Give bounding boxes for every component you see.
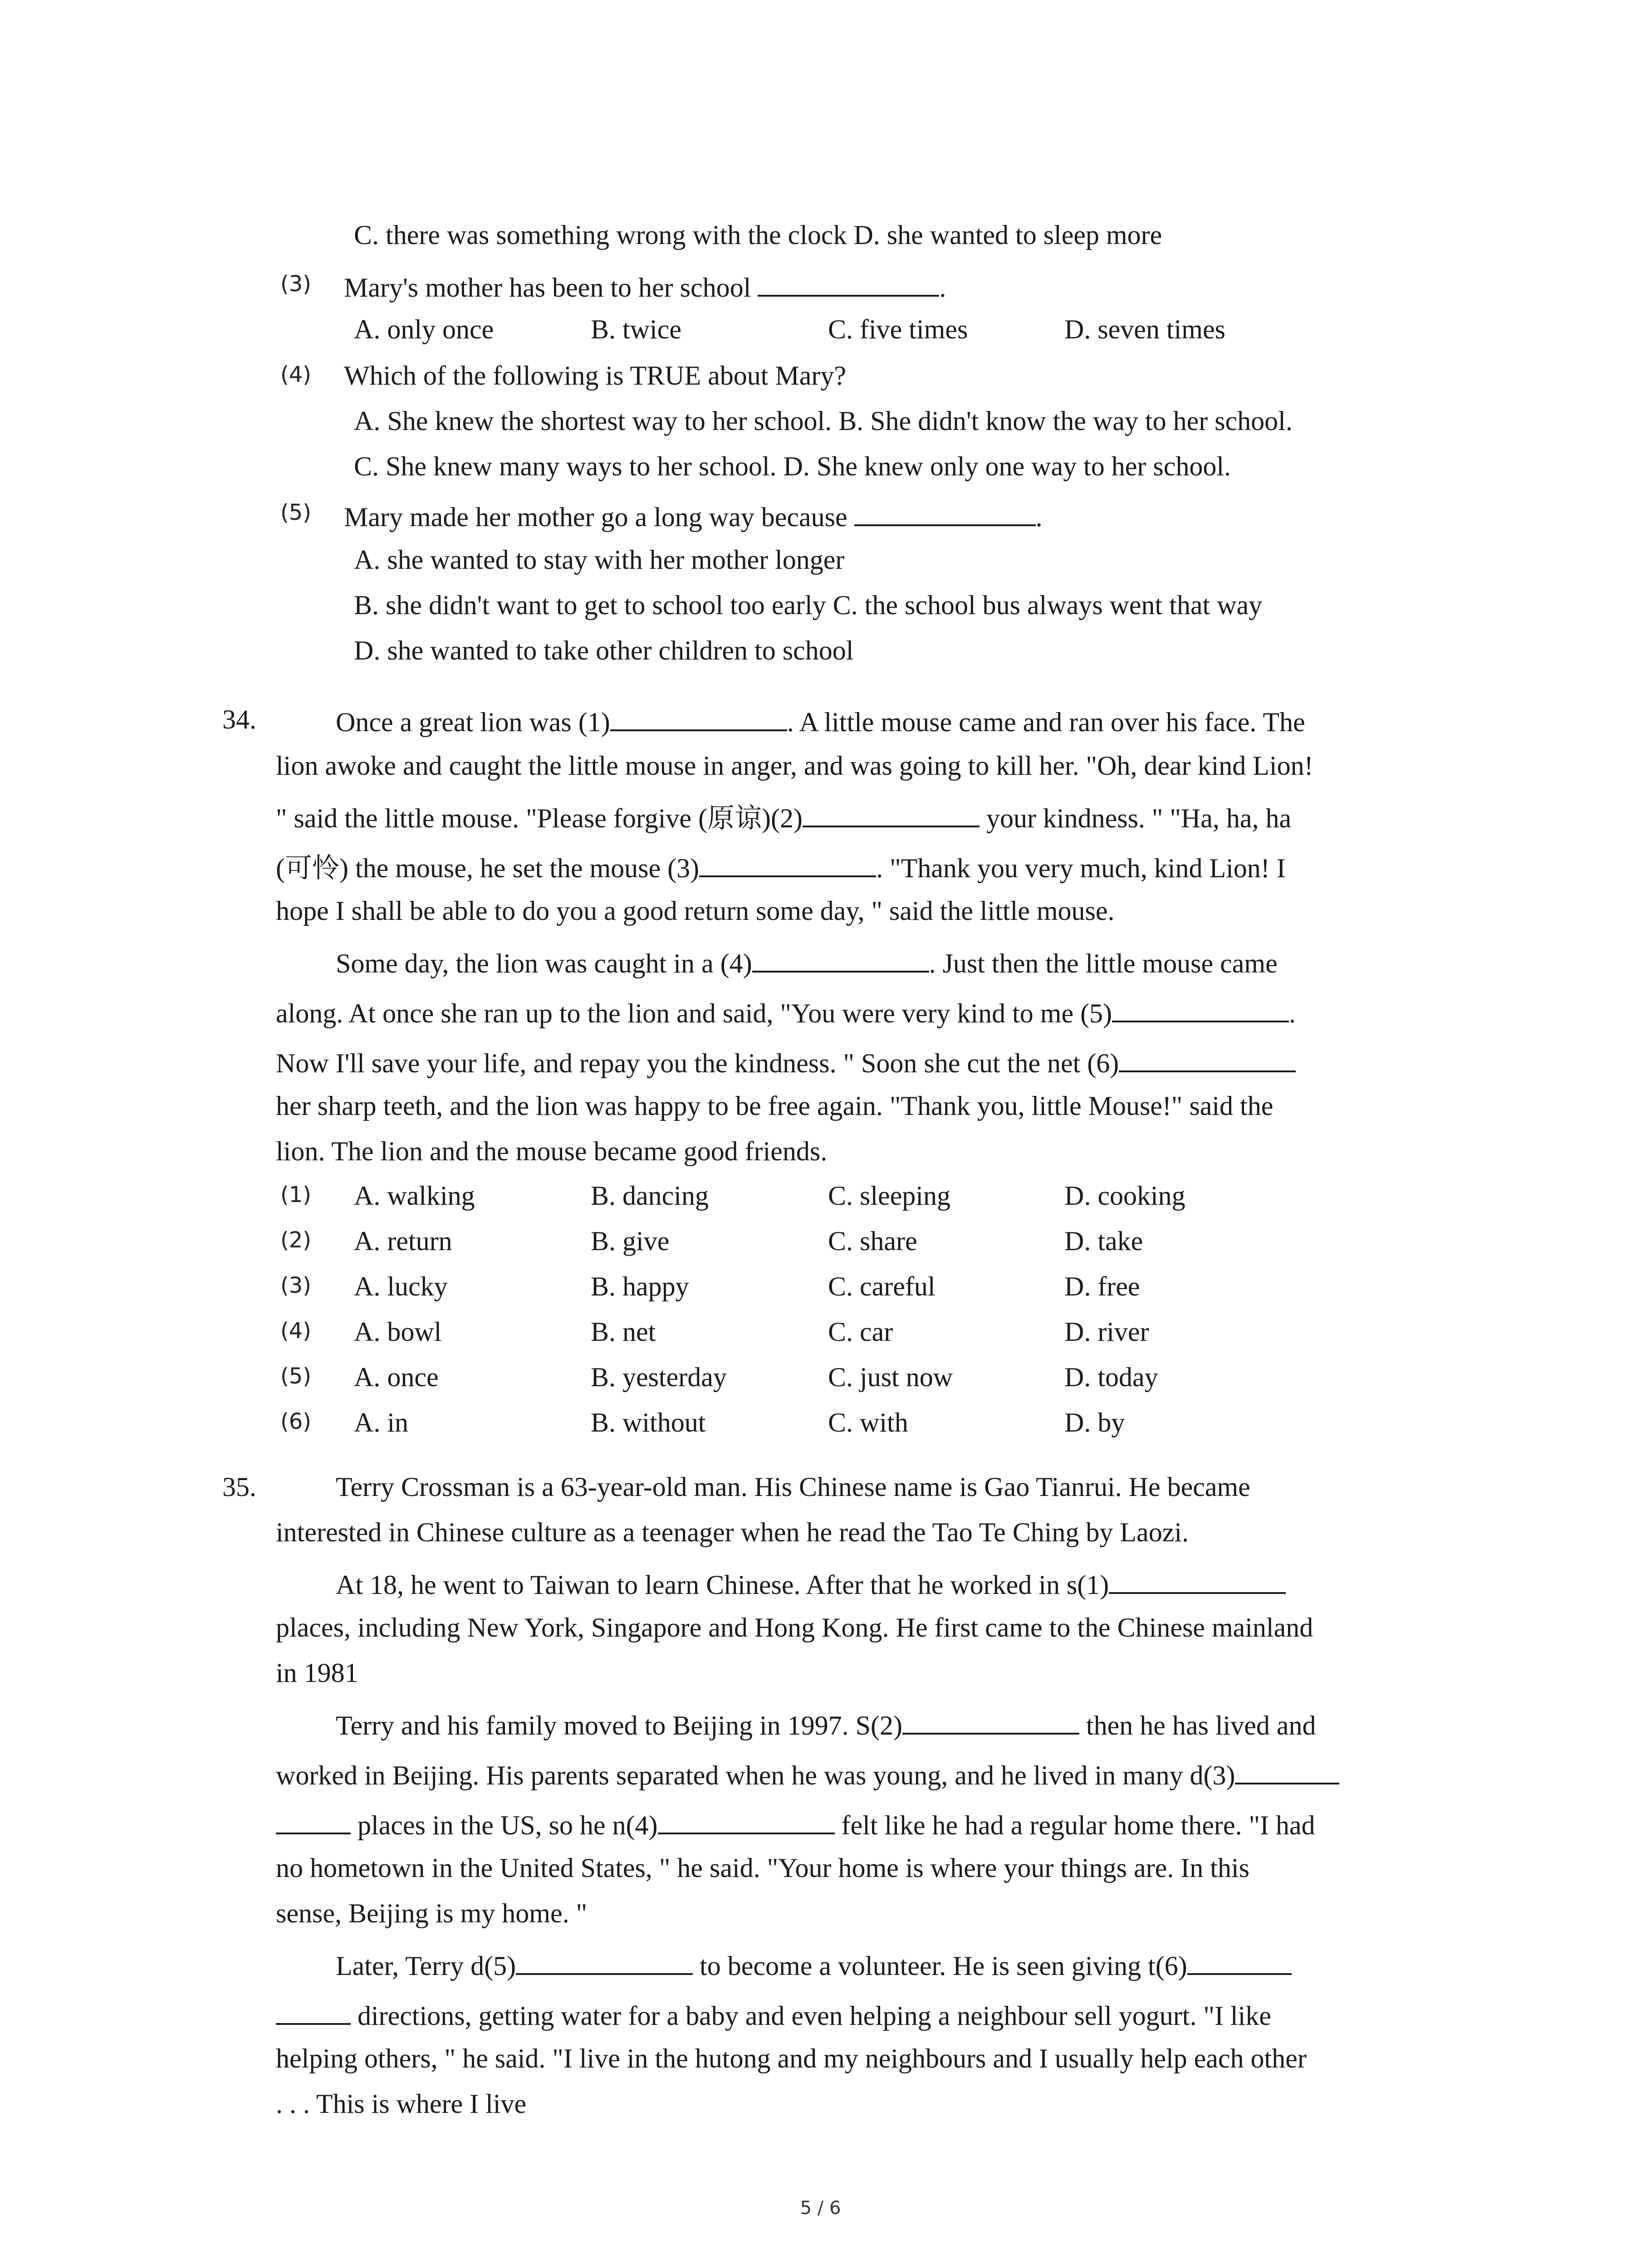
q34-option-number: (4) bbox=[280, 1318, 311, 1344]
q33-sub3-option-d: D. seven times bbox=[1064, 314, 1225, 344]
q34-option-c: C. careful bbox=[828, 1271, 936, 1301]
q35-line-1: Terry Crossman is a 63-year-old man. His Chinese name is Gao Tianrui. He became bbox=[336, 1472, 1250, 1502]
q34-option-number: (3) bbox=[280, 1273, 311, 1298]
q34-option-d: D. river bbox=[1064, 1317, 1149, 1347]
answer-blank[interactable] bbox=[1187, 1947, 1292, 1975]
answer-blank[interactable] bbox=[758, 269, 939, 297]
q34-option-a: A. in bbox=[354, 1408, 408, 1437]
q34-option-a: A. walking bbox=[354, 1181, 475, 1211]
q34-option-d: D. take bbox=[1064, 1226, 1143, 1256]
answer-blank[interactable] bbox=[1119, 1044, 1296, 1072]
q34-option-d: D. cooking bbox=[1064, 1181, 1185, 1211]
q34-option-number: (6) bbox=[280, 1409, 311, 1434]
answer-blank[interactable] bbox=[902, 1706, 1079, 1735]
q35-line-12: directions, getting water for a baby and even helping a neighbour sell yogurt. "I like bbox=[276, 1997, 1271, 2032]
q34-option-number: (1) bbox=[280, 1182, 311, 1207]
answer-blank[interactable] bbox=[1112, 994, 1289, 1022]
q33-sub5-number: (5) bbox=[280, 500, 311, 525]
q35-line-3: At 18, he went to Taiwan to learn Chinese. After that he worked in s(1) bbox=[336, 1566, 1286, 1601]
q34-option-b: B. without bbox=[591, 1408, 706, 1437]
q34-option-c: C. just now bbox=[828, 1362, 953, 1392]
answer-blank[interactable] bbox=[1235, 1756, 1339, 1784]
q34-option-b: B. net bbox=[591, 1317, 656, 1347]
q35-line-13: helping others, " he said. "I live in the hutong and my neighbours and I usually help each other bbox=[276, 2043, 1307, 2073]
q34-option-a: A. lucky bbox=[354, 1271, 448, 1301]
q34-line-8: Now I'll save your life, and repay you the kindness. " Soon she cut the net (6) bbox=[276, 1044, 1296, 1080]
q34-line-6: Some day, the lion was caught in a (4) . Just then the little mouse came bbox=[336, 944, 1278, 980]
q34-option-a: A. bowl bbox=[354, 1317, 442, 1347]
q34-option-number: (2) bbox=[280, 1227, 311, 1253]
answer-blank[interactable] bbox=[610, 703, 787, 731]
q34-line-2: lion awoke and caught the little mouse in anger, and was going to kill her. "Oh, dear kind Lion! bbox=[276, 751, 1313, 781]
q33-sub4-number: (4) bbox=[280, 362, 311, 387]
answer-blank[interactable] bbox=[276, 1997, 351, 2025]
q34-option-b: B. happy bbox=[591, 1271, 689, 1301]
q35-line-11: Later, Terry d(5) to become a volunteer. He is seen giving t(6) bbox=[336, 1947, 1292, 1982]
q34-option-b: B. give bbox=[591, 1226, 670, 1256]
q33-sub5-options-bc: B. she didn't want to get to school too early C. the school bus always went that way bbox=[354, 590, 1263, 620]
q35-line-2: interested in Chinese culture as a teenager when he read the Tao Te Ching by Laozi. bbox=[276, 1517, 1189, 1547]
page-number: 5 / 6 bbox=[800, 2198, 841, 2219]
answer-blank[interactable] bbox=[658, 1806, 835, 1834]
q33-sub3-number: (3) bbox=[280, 271, 311, 297]
q33-sub5-option-a: A. she wanted to stay with her mother longer bbox=[354, 545, 845, 575]
answer-blank[interactable] bbox=[276, 1806, 351, 1834]
answer-blank[interactable] bbox=[699, 849, 876, 877]
q34-option-d: D. by bbox=[1064, 1408, 1125, 1437]
q33-sub4-options-ab: A. She knew the shortest way to her school. B. She didn't know the way to her school. bbox=[354, 406, 1293, 436]
q34-line-10: lion. The lion and the mouse became good friends. bbox=[276, 1136, 828, 1166]
q34-option-d: D. today bbox=[1064, 1362, 1158, 1392]
q33-sub2-options-cd: C. there was something wrong with the clock D. she wanted to sleep more bbox=[354, 220, 1162, 250]
q33-sub5-option-d: D. she wanted to take other children to school bbox=[354, 635, 854, 665]
q34-option-b: B. dancing bbox=[591, 1181, 709, 1211]
q34-option-d: D. free bbox=[1064, 1271, 1140, 1301]
q35-line-10: sense, Beijing is my home. " bbox=[276, 1898, 588, 1928]
q34-number: 34. bbox=[222, 704, 256, 734]
q34-line-5: hope I shall be able to do you a good return some day, " said the little mouse. bbox=[276, 896, 1115, 926]
q33-sub4-question: Which of the following is TRUE about Mary? bbox=[344, 361, 847, 391]
q34-line-1: Once a great lion was (1) . A little mouse came and ran over his face. The bbox=[336, 703, 1305, 738]
answer-blank[interactable] bbox=[752, 944, 929, 973]
q35-line-14: . . . This is where I live bbox=[276, 2089, 527, 2119]
q34-option-c: C. car bbox=[828, 1317, 893, 1347]
q33-sub3-option-b: B. twice bbox=[591, 314, 681, 344]
q34-option-number: (5) bbox=[280, 1364, 311, 1389]
q35-line-6: Terry and his family moved to Beijing in 1997. S(2) then he has lived and bbox=[336, 1706, 1316, 1742]
q33-sub3-question: Mary's mother has been to her school . bbox=[344, 269, 946, 304]
q33-sub5-question: Mary made her mother go a long way because . bbox=[344, 498, 1043, 533]
q34-option-c: C. with bbox=[828, 1408, 908, 1437]
q34-option-b: B. yesterday bbox=[591, 1362, 727, 1392]
q35-line-8: places in the US, so he n(4) felt like he had a regular home there. "I had bbox=[276, 1806, 1315, 1842]
q34-line-9: her sharp teeth, and the lion was happy to be free again. "Thank you, little Mouse!" said the bbox=[276, 1091, 1274, 1121]
q34-option-c: C. share bbox=[828, 1226, 917, 1256]
answer-blank[interactable] bbox=[854, 498, 1036, 526]
q34-line-7: along. At once she ran up to the lion and said, "You were very kind to me (5) . bbox=[276, 994, 1296, 1030]
q35-line-4: places, including New York, Singapore and Hong Kong. He first came to the Chinese mainland bbox=[276, 1613, 1313, 1642]
q35-line-5: in 1981 bbox=[276, 1658, 358, 1688]
q35-number: 35. bbox=[222, 1472, 256, 1502]
q34-line-4: (可怜) the mouse, he set the mouse (3) . "Thank you very much, kind Lion! I bbox=[276, 849, 1286, 885]
q34-option-a: A. once bbox=[354, 1362, 439, 1392]
q34-option-a: A. return bbox=[354, 1226, 452, 1256]
answer-blank[interactable] bbox=[803, 799, 980, 827]
q35-line-9: no hometown in the United States, " he said. "Your home is where your things are. In this bbox=[276, 1853, 1249, 1883]
q33-sub3-option-c: C. five times bbox=[828, 314, 968, 344]
q35-line-7: worked in Beijing. His parents separated when he was young, and he lived in many d(3) bbox=[276, 1756, 1339, 1792]
answer-blank[interactable] bbox=[516, 1947, 693, 1975]
q34-line-3: " said the little mouse. "Please forgive (原谅)(2) your kindness. " "Ha, ha, ha bbox=[276, 799, 1291, 835]
q33-sub3-option-a: A. only once bbox=[354, 314, 494, 344]
q34-option-c: C. sleeping bbox=[828, 1181, 950, 1211]
q33-sub4-options-cd: C. She knew many ways to her school. D. She knew only one way to her school. bbox=[354, 451, 1231, 481]
answer-blank[interactable] bbox=[1109, 1566, 1286, 1594]
